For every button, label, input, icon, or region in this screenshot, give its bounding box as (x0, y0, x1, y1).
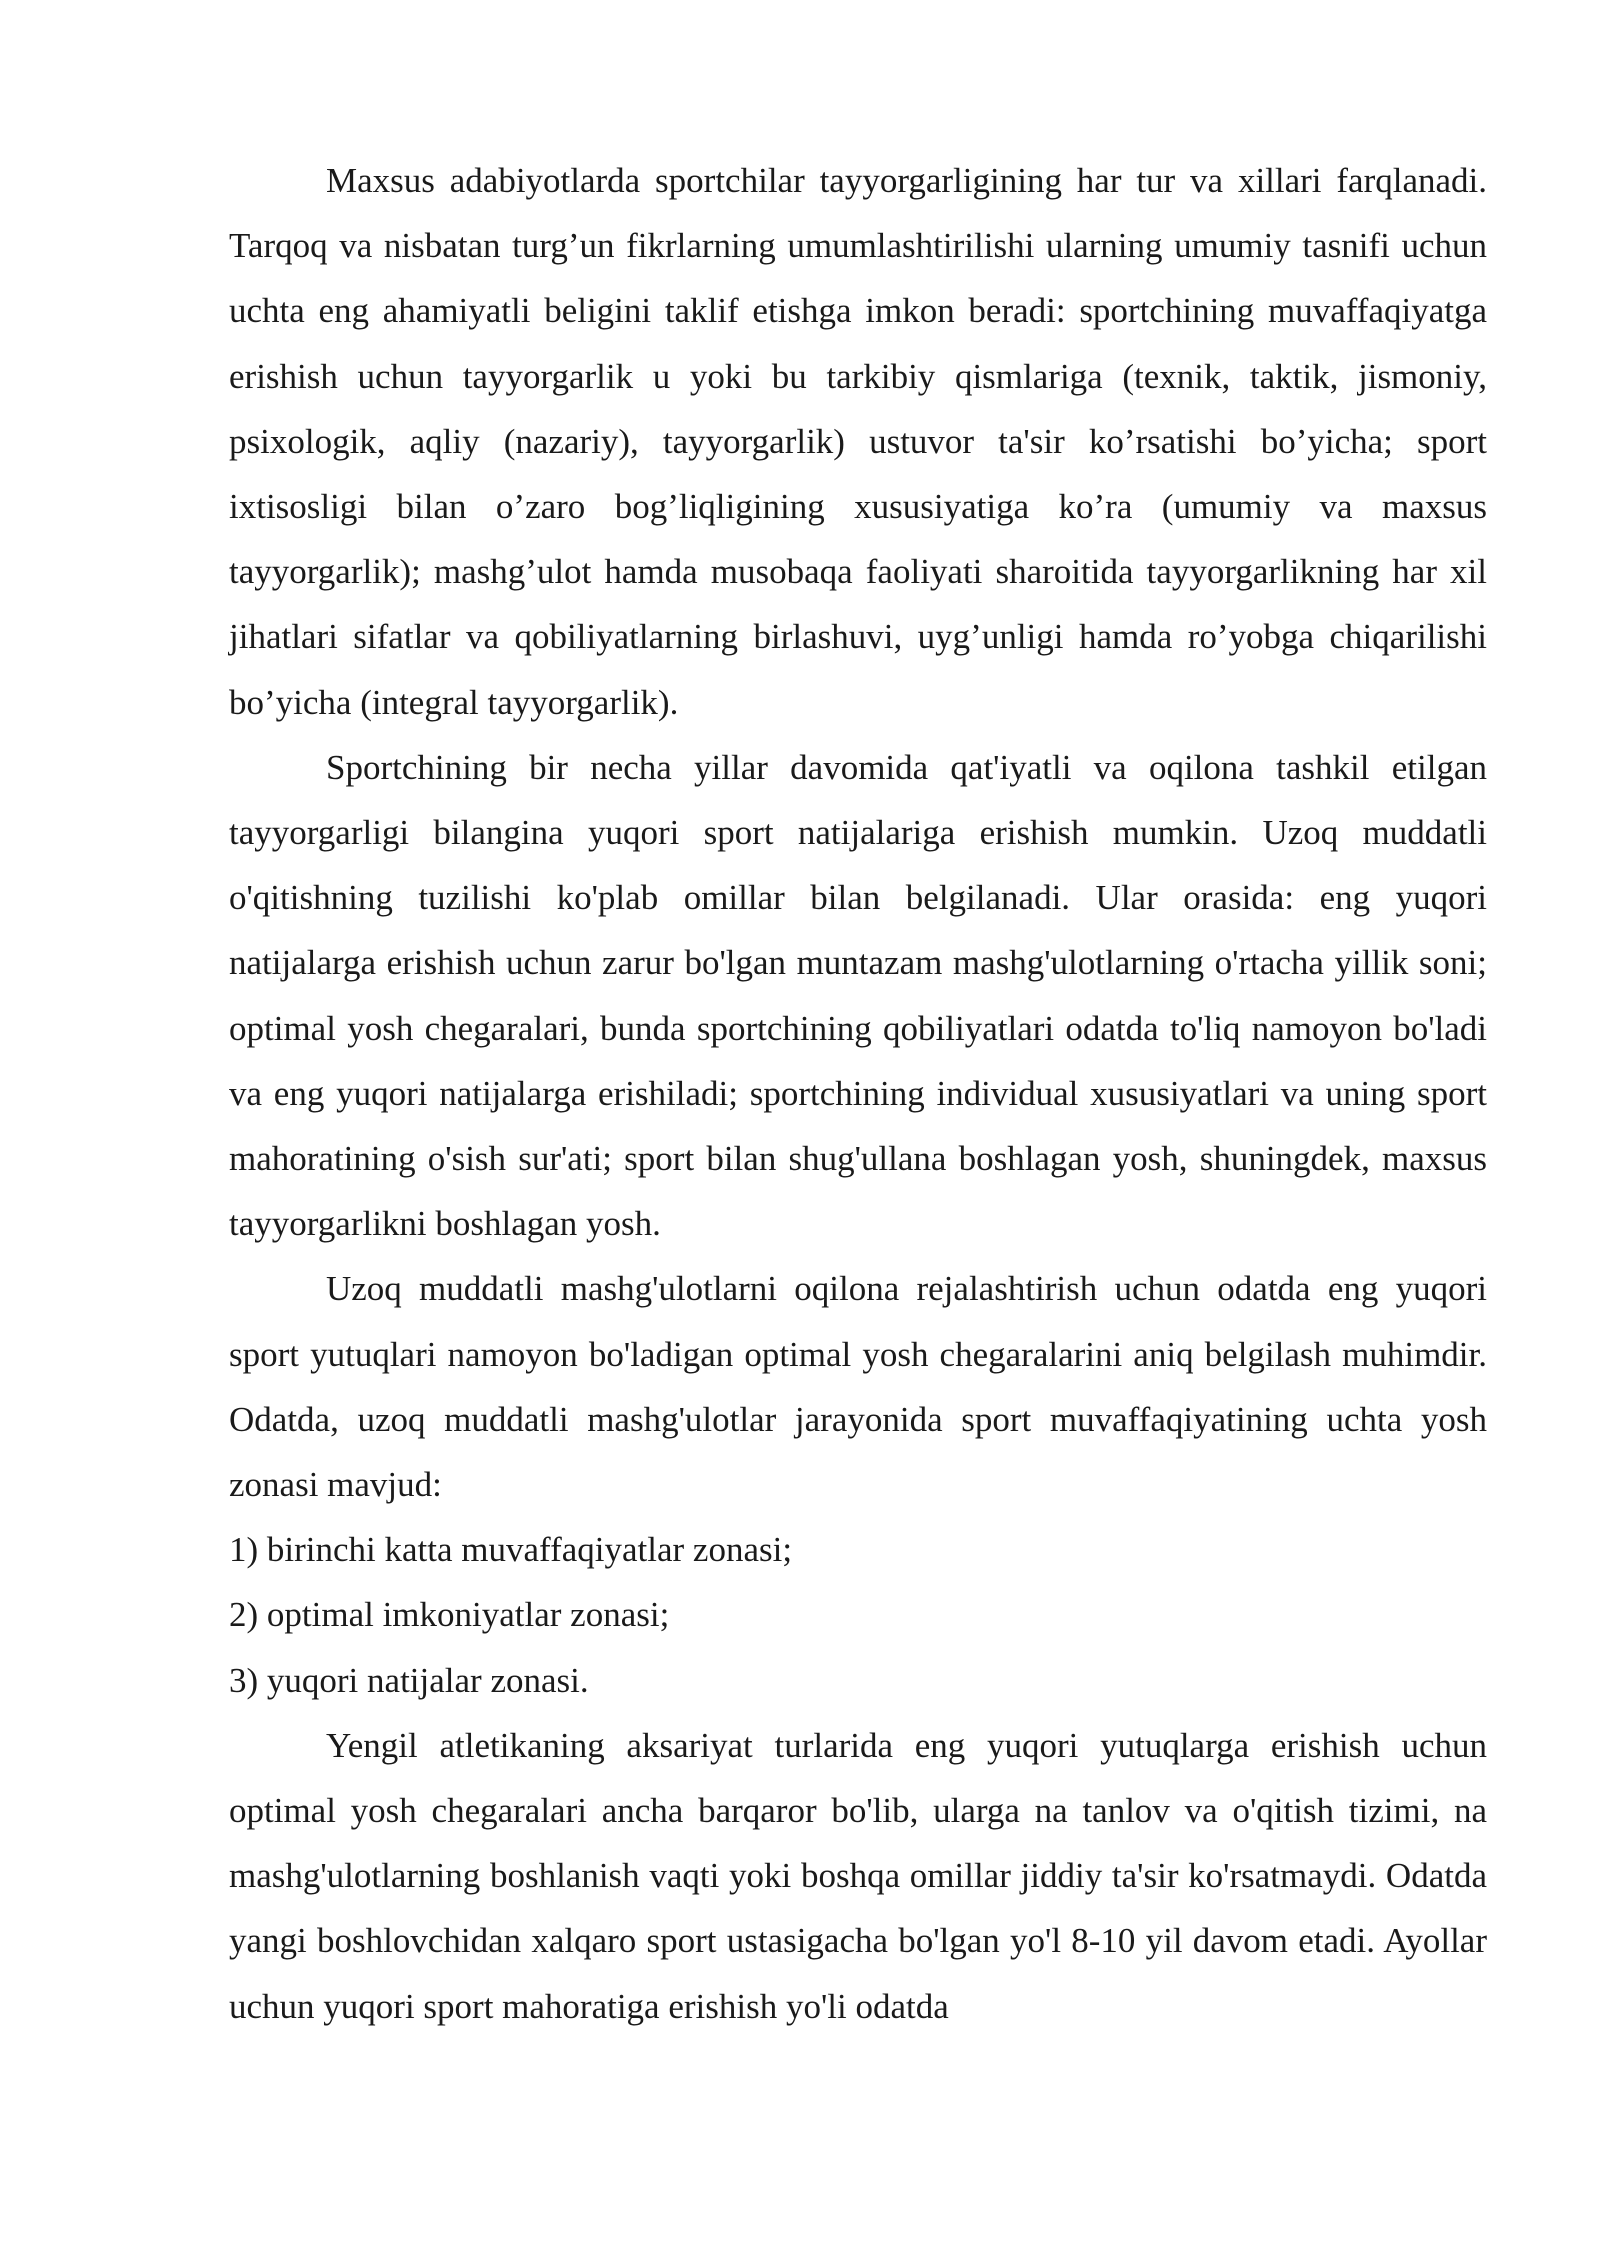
list-item-zone-2: 2) optimal imkoniyatlar zonasi; (229, 1595, 670, 1635)
list-item-zone-1: 1) birinchi katta muvaffaqiyatlar zonasi; (229, 1530, 793, 1570)
paragraph-training-types: Maxsus adabiyotlarda sportchilar tayyorgarligining har tur va xillari farqlanadi. Tarqoq va nisbatan turg’un fikrlarning umumlashtirilishi ularning umumiy tasnifi uchun uchta eng ahamiyatli beligini taklif etishga imkon beradi: sportchining muvaffaqiyatga erishish uchun tayyorgarlik u yoki bu tarkibiy qismlariga (texnik, taktik, jismoniy, psixologik, aqliy (nazariy), tayyorgarlik) ustuvor ta'sir ko’rsatishi bo’yicha; sport ixtisosligi bilan o’zaro bog’liqligining xususiyatiga ko’ra (umumiy va maxsus tayyorgarlik); mashg’ulot hamda musobaqa faoliyati sharoitida tayyorgarlikning har xil jihatlari sifatlar va qobiliyatlarning birlashuvi, uyg’unligi hamda ro’yobga chiqarilishi bo’yicha (integral tayyorgarlik). (229, 161, 1487, 722)
paragraph-athletics: Yengil atletikaning aksariyat turlarida eng yuqori yutuqlarga erishish uchun optimal yosh chegaralari ancha barqaror bo'lib, ularga na tanlov va o'qitish tizimi, na mashg'ulotlarning boshlanish vaqti yoki boshqa omillar jiddiy ta'sir ko'rsatmaydi. Odatda yangi boshlovchidan xalqaro sport ustasigacha bo'lgan yo'l 8-10 yil davom etadi. Ayollar uchun yuqori sport mahoratiga erishish yo'li odatda (229, 1725, 1487, 2026)
list-item-zone-3: 3) yuqori natijalar zonasi. (229, 1660, 589, 1700)
paragraph-age-zones: Uzoq muddatli mashg'ulotlarni oqilona rejalashtirish uchun odatda eng yuqori sport yutuqlari namoyon bo'ladigan optimal yosh chegaralarini aniq belgilash muhimdir. Odatda, uzoq muddatli mashg'ulotlar jarayonida sport muvaffaqiyatining uchta yosh zonasi mavjud: (229, 1269, 1487, 1505)
document-page (229, 148, 1487, 2039)
paragraph-long-term-training: Sportchining bir necha yillar davomida qat'iyatli va oqilona tashkil etilgan tayyorgarligi bilangina yuqori sport natijalariga erishish mumkin. Uzoq muddatli o'qitishning tuzilishi ko'plab omillar bilan belgilanadi. Ular orasida: eng yuqori natijalarga erishish uchun zarur bo'lgan muntazam mashg'ulotlarning o'rtacha yillik soni; optimal yosh chegaralari, bunda sportchining qobiliyatlari odatda to'liq namoyon bo'ladi va eng yuqori natijalarga erishiladi; sportchining individual xususiyatlari va uning sport mahoratining o'sish sur'ati; sport bilan shug'ullana boshlagan yosh, shuningdek, maxsus tayyorgarlikni boshlagan yosh. (229, 747, 1487, 1244)
